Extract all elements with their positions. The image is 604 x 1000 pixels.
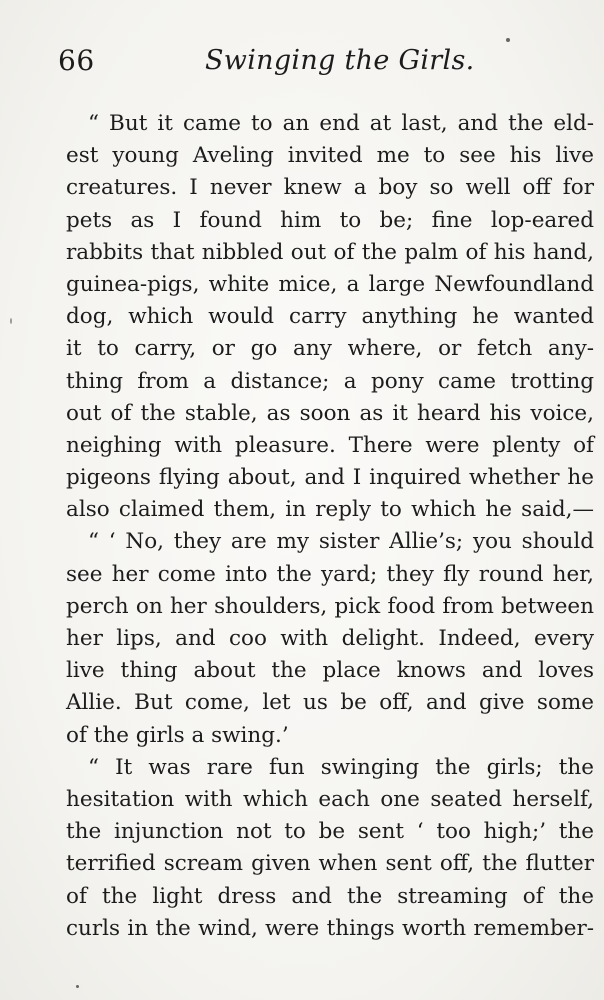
text-line: est young Aveling invited me to see his live bbox=[66, 143, 594, 169]
text-line: “ ‘ No, they are my sister Allie’s; you should bbox=[88, 529, 594, 555]
text-line: see her come into the yard; they fly round her, bbox=[66, 561, 594, 587]
text-line: neighing with pleasure. There were plenty of bbox=[66, 432, 594, 458]
text-line: pets as I found him to be; fine lop-eared bbox=[66, 207, 594, 233]
text-line: creatures. I never knew a boy so well off for bbox=[66, 175, 594, 201]
text-line: the injunction not to be sent ‘ too high;’ the bbox=[66, 819, 594, 845]
print-speck bbox=[506, 38, 510, 42]
text-line: her lips, and coo with delight. Indeed, every bbox=[66, 626, 594, 651]
text-line: perch on her shoulders, pick food from between bbox=[66, 593, 594, 619]
text-line: it to carry, or go any where, or fetch any- bbox=[66, 336, 594, 362]
page-header bbox=[0, 40, 604, 80]
text-line: guinea-pigs, white mice, a large Newfoundland bbox=[66, 271, 594, 297]
text-line: curls in the wind, were things worth remember- bbox=[66, 915, 594, 941]
print-speck bbox=[10, 318, 12, 324]
body-text bbox=[66, 108, 594, 945]
text-line: “ But it came to an end at last, and the eld- bbox=[88, 111, 594, 136]
text-line: of the girls a swing.’ bbox=[66, 722, 289, 748]
page-number: 66 bbox=[58, 44, 95, 77]
text-line: thing from a distance; a pony came trotting bbox=[66, 368, 594, 394]
text-line: “ It was rare fun swinging the girls; the bbox=[88, 754, 594, 780]
text-line: Allie. But come, let us be off, and give some bbox=[66, 690, 594, 716]
text-line: terrified scream given when sent off, the flutter bbox=[66, 851, 594, 877]
text-line: out of the stable, as soon as it heard his voice, bbox=[66, 400, 594, 426]
text-line: also claimed them, in reply to which he said,— bbox=[66, 497, 594, 523]
running-title: Swinging the Girls. bbox=[205, 45, 475, 76]
text-line: live thing about the place knows and loves bbox=[66, 658, 594, 684]
text-line: of the light dress and the streaming of the bbox=[66, 883, 594, 909]
text-line: dog, which would carry anything he wanted bbox=[66, 304, 594, 330]
text-line: pigeons flying about, and I inquired whether he bbox=[66, 465, 594, 491]
text-line: rabbits that nibbled out of the palm of his hand, bbox=[66, 239, 594, 265]
text-line: hesitation with which each one seated herself, bbox=[66, 786, 594, 812]
print-speck bbox=[76, 985, 79, 988]
